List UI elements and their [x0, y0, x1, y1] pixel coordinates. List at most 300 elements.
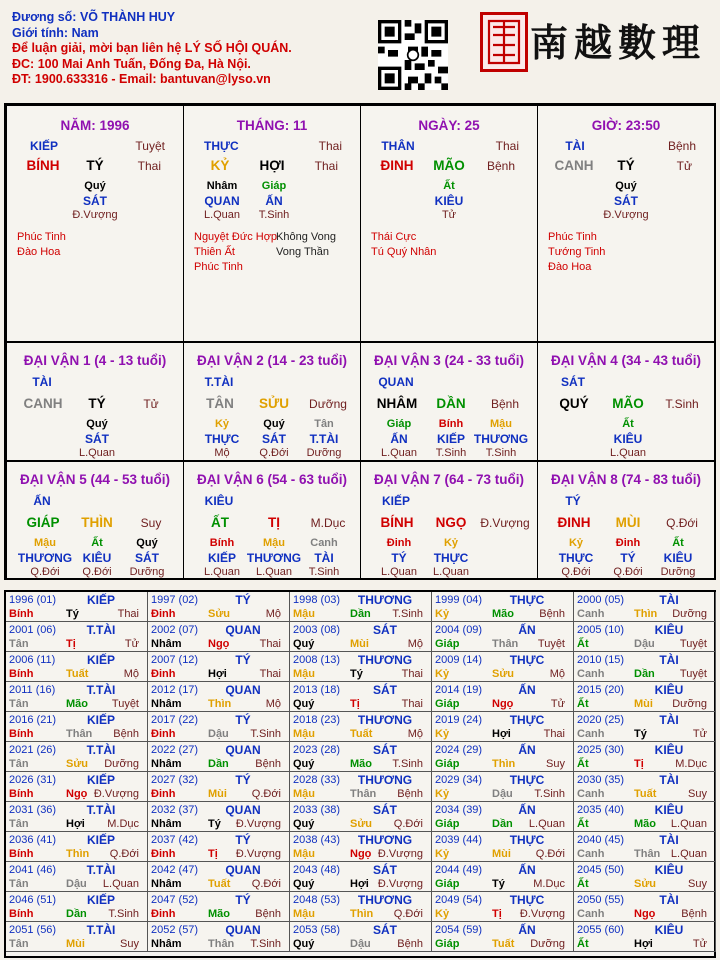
year-god: TÀI: [659, 593, 679, 607]
year-branch: Dậu: [208, 728, 229, 740]
hidden-stem: Canh: [310, 537, 338, 549]
year-branch: Mão: [350, 758, 372, 770]
year-label: 2010 (15): [577, 654, 625, 666]
year-cell: [574, 742, 716, 772]
year-cell: [574, 862, 716, 892]
year-cell: [6, 712, 148, 742]
year-life: T.Sinh: [392, 608, 423, 620]
year-god: SÁT: [373, 803, 397, 817]
year-god: KIẾP: [86, 893, 115, 907]
year-god: KIẾP: [86, 653, 115, 667]
year-god: THƯƠNG: [357, 653, 413, 667]
year-label: 2003 (08): [293, 624, 341, 636]
year-god: THỰC: [509, 653, 545, 667]
year-branch: Mùi: [350, 638, 369, 650]
year-life: Bệnh: [113, 728, 139, 740]
year-god: THƯƠNG: [357, 773, 413, 787]
year-life: Đ.Vượng: [235, 818, 281, 830]
year-stem: Ất: [577, 758, 589, 770]
pillar-1: [6, 105, 184, 342]
hidden-god: KIẾP: [207, 551, 236, 565]
hidden-god: THƯƠNG: [473, 432, 529, 446]
year-branch: Dậu: [66, 878, 87, 890]
year-god: SÁT: [373, 923, 397, 937]
year-branch: Mùi: [208, 788, 227, 800]
star-label: Đào Hoa: [17, 246, 61, 258]
year-god: KIẾP: [86, 713, 115, 727]
year-label: 2014 (19): [435, 684, 483, 696]
year-label: 2040 (45): [577, 834, 625, 846]
year-cell: [290, 832, 432, 862]
hidden-god: KIÊU: [663, 551, 693, 565]
year-life: T.Sinh: [108, 908, 139, 920]
year-god: TÀI: [659, 773, 679, 787]
hidden-life: Q.Đới: [613, 566, 643, 578]
year-branch: Dần: [350, 608, 371, 620]
year-label: 2001 (06): [9, 624, 57, 636]
address-line: ĐC: 100 Mai Anh Tuấn, Đống Đa, Hà Nội.: [12, 56, 251, 71]
year-stem: Bính: [9, 908, 34, 920]
year-god: ẤN: [518, 743, 536, 757]
year-cell: [290, 772, 432, 802]
year-label: 2008 (13): [293, 654, 341, 666]
year-branch: Ngọ: [350, 848, 372, 860]
hidden-god: TÝ: [391, 551, 407, 565]
year-branch: Tý: [492, 878, 505, 890]
hidden-god: KIÊU: [613, 432, 643, 446]
year-cell: [432, 712, 574, 742]
dai-van-life: Bệnh: [490, 397, 520, 411]
pillar-god: THÂN: [381, 139, 415, 153]
year-stem: Bính: [9, 788, 34, 800]
hidden-life: Tử: [441, 209, 457, 221]
year-branch: Tuất: [350, 728, 373, 740]
brand-logo: 南越數理: [530, 20, 707, 65]
hidden-life: L.Quan: [203, 566, 241, 578]
year-branch: Mùi: [492, 848, 511, 860]
hidden-life: Dưỡng: [306, 447, 342, 459]
year-stem: Nhâm: [151, 938, 182, 950]
year-god: T.TÀI: [86, 863, 116, 877]
dai-van-god: KIÊU: [204, 494, 234, 508]
hidden-stem: Đinh: [615, 537, 641, 549]
year-stem: Giáp: [435, 818, 460, 830]
year-life: L.Quan: [528, 818, 565, 830]
star-label: Nguyệt Đức Hợp: [194, 231, 278, 243]
year-god: TÝ: [235, 713, 251, 727]
pillar-life: Bệnh: [667, 139, 696, 153]
year-branch: Mùi: [634, 698, 653, 710]
year-stem: Kỷ: [435, 908, 450, 920]
pillar-branch: TÝ: [86, 158, 104, 173]
pillar-branch: MÃO: [433, 158, 465, 173]
year-life: Tuyệt: [537, 638, 565, 650]
year-label: 2047 (52): [151, 894, 199, 906]
hidden-stem: Giáp: [386, 418, 412, 430]
year-branch: Ngọ: [492, 698, 514, 710]
year-branch: Dần: [208, 758, 229, 770]
pillar-grid: [4, 103, 716, 580]
year-label: 1996 (01): [9, 594, 57, 606]
year-life: Thai: [259, 668, 281, 680]
year-god: ẤN: [518, 683, 536, 697]
year-cell: [432, 832, 574, 862]
year-branch: Tuất: [208, 878, 231, 890]
year-life: Tuyệt: [111, 698, 139, 710]
year-life: L.Quan: [670, 818, 707, 830]
dai-van-branch: TÝ: [88, 396, 106, 411]
hidden-god: SÁT: [262, 432, 286, 446]
year-branch: Mùi: [66, 938, 85, 950]
year-cell: [432, 862, 574, 892]
hidden-life: T.Sinh: [308, 566, 340, 578]
year-cell: [6, 592, 148, 622]
year-cell: [148, 652, 290, 682]
year-label: 2004 (09): [435, 624, 483, 636]
hidden-stem: Quý: [86, 418, 108, 430]
year-stem: Ất: [577, 818, 589, 830]
year-stem: Kỷ: [435, 728, 450, 740]
year-stem: Nhâm: [151, 878, 182, 890]
year-cell: [6, 832, 148, 862]
year-branch: Dần: [66, 908, 87, 920]
year-cell: [432, 592, 574, 622]
hidden-stem: Ất: [443, 180, 455, 192]
dai-van-4: [537, 342, 715, 461]
year-branch: Thân: [66, 728, 93, 740]
year-label: 2034 (39): [435, 804, 483, 816]
year-branch: Ngọ: [208, 638, 230, 650]
year-stem: Mậu: [293, 728, 315, 740]
hidden-life: Mộ: [214, 447, 230, 459]
year-cell: [290, 622, 432, 652]
year-stem: Canh: [577, 608, 605, 620]
pillar-title: NĂM: 1996: [60, 118, 130, 133]
year-life: Mộ: [407, 638, 423, 650]
year-stem: Canh: [577, 908, 605, 920]
year-branch: Mão: [634, 818, 656, 830]
year-cell: [290, 862, 432, 892]
dai-van-title: ĐẠI VẬN 5 (44 - 53 tuổi): [19, 472, 171, 487]
pillar-title: GIỜ: 23:50: [591, 118, 661, 133]
year-branch: Thân: [208, 938, 235, 950]
year-label: 2037 (42): [151, 834, 199, 846]
dai-van-branch: MÃO: [612, 396, 644, 411]
year-life: Đ.Vượng: [93, 788, 139, 800]
year-cell: [6, 862, 148, 892]
year-life: Thai: [401, 698, 423, 710]
year-god: T.TÀI: [86, 923, 116, 937]
hidden-stem: Quý: [615, 180, 637, 192]
year-stem: Nhâm: [151, 758, 182, 770]
year-cell: [6, 922, 148, 952]
hidden-god: THƯƠNG: [17, 551, 73, 565]
dai-van-life: T.Sinh: [665, 397, 699, 411]
year-cell: [290, 652, 432, 682]
year-stem: Đinh: [151, 908, 176, 920]
hidden-life: Q.Đới: [30, 566, 60, 578]
year-god: KIÊU: [654, 683, 684, 697]
year-god: KIÊU: [654, 623, 684, 637]
hidden-stem: Kỷ: [568, 537, 584, 549]
year-branch: Tý: [208, 818, 221, 830]
year-stem: Nhâm: [151, 698, 182, 710]
year-stem: Giáp: [435, 638, 460, 650]
year-label: 2055 (60): [577, 924, 625, 936]
year-branch: Tị: [350, 698, 360, 710]
year-stem: Mậu: [293, 788, 315, 800]
hidden-god: THỰC: [433, 551, 469, 565]
dai-van-stem: ẤT: [211, 515, 229, 530]
pillar-branch: TÝ: [617, 158, 635, 173]
year-branch: Thân: [634, 848, 661, 860]
year-branch: Tị: [492, 908, 502, 920]
year-cell: [290, 682, 432, 712]
dai-van-stem: QUÝ: [559, 396, 589, 411]
year-label: 2042 (47): [151, 864, 199, 876]
year-label: 2044 (49): [435, 864, 483, 876]
pillar-stem: CANH: [554, 158, 594, 173]
hidden-stem: Đinh: [386, 537, 412, 549]
year-life: Bệnh: [397, 788, 423, 800]
year-stem: Giáp: [435, 938, 460, 950]
hidden-god: SÁT: [614, 194, 638, 208]
year-cell: [6, 652, 148, 682]
year-god: THỰC: [509, 713, 545, 727]
year-god: KIÊU: [654, 923, 684, 937]
dai-van-6: [183, 461, 361, 580]
year-life: Q.Đới: [535, 848, 565, 860]
year-branch: Tuất: [492, 938, 515, 950]
gender-value: Nam: [71, 25, 99, 40]
dai-van-title: ĐẠI VẬN 7 (64 - 73 tuổi): [373, 472, 525, 487]
hidden-life: T.Sinh: [485, 447, 517, 459]
year-stem: Canh: [577, 728, 605, 740]
year-life: Q.Đới: [393, 818, 423, 830]
pillar-life2: Bệnh: [486, 159, 515, 173]
year-cell: [432, 772, 574, 802]
star-label: Tú Quý Nhân: [371, 246, 437, 258]
hidden-god: QUAN: [204, 194, 240, 208]
year-branch: Sửu: [208, 608, 231, 620]
year-branch: Thân: [350, 788, 377, 800]
hidden-life: Dưỡng: [660, 566, 696, 578]
year-god: KIẾP: [86, 833, 115, 847]
year-life: Suy: [120, 938, 139, 950]
year-life: Thai: [117, 608, 139, 620]
year-branch: Thìn: [350, 908, 374, 920]
year-stem: Nhâm: [151, 818, 182, 830]
year-god: SÁT: [373, 743, 397, 757]
year-label: 2046 (51): [9, 894, 57, 906]
year-branch: Thân: [492, 638, 519, 650]
year-label: 2015 (20): [577, 684, 625, 696]
year-cell: [290, 712, 432, 742]
hidden-stem: Giáp: [261, 180, 287, 192]
year-cell: [574, 622, 716, 652]
year-stem: Tân: [9, 878, 29, 890]
year-stem: Kỷ: [435, 788, 450, 800]
pillar-2: [183, 105, 361, 342]
hidden-stem: Quý: [263, 418, 285, 430]
year-label: 2023 (28): [293, 744, 341, 756]
dai-van-branch: MÙI: [615, 515, 641, 530]
year-stem: Bính: [9, 848, 34, 860]
pillar-life: Tuyệt: [135, 139, 165, 153]
hidden-stem: Ất: [622, 418, 634, 430]
year-cell: [148, 892, 290, 922]
hidden-life: Q.Đới: [82, 566, 112, 578]
year-stem: Tân: [9, 638, 29, 650]
year-label: 2033 (38): [293, 804, 341, 816]
year-stem: Bính: [9, 668, 34, 680]
year-god: TÝ: [235, 593, 251, 607]
year-label: 1997 (02): [151, 594, 199, 606]
year-branch: Hợi: [492, 728, 511, 740]
year-god: T.TÀI: [86, 803, 116, 817]
year-life: Đ.Vượng: [377, 878, 423, 890]
year-branch: Hợi: [634, 938, 653, 950]
year-cell: [574, 772, 716, 802]
pillar-stem: ĐINH: [380, 158, 414, 173]
year-life: Dưỡng: [530, 938, 565, 950]
dai-van-branch: SỬU: [259, 396, 289, 411]
year-label: 2024 (29): [435, 744, 483, 756]
year-god: KIÊU: [654, 743, 684, 757]
hidden-stem: Mậu: [263, 537, 285, 549]
dai-van-stem: NHÂM: [376, 396, 418, 411]
year-branch: Thìn: [492, 758, 516, 770]
year-god: TÀI: [659, 713, 679, 727]
year-label: 2020 (25): [577, 714, 625, 726]
year-cell: [6, 802, 148, 832]
year-stem: Đinh: [151, 608, 176, 620]
hidden-stem: Nhâm: [206, 180, 238, 192]
year-god: TÝ: [235, 893, 251, 907]
seal-stamp: [480, 12, 528, 72]
dai-van-god: T.TÀI: [204, 375, 234, 389]
hidden-stem: Mậu: [34, 537, 56, 549]
year-life: M.Dục: [107, 818, 139, 830]
dai-van-7: [360, 461, 538, 580]
pillar-life: Thai: [318, 139, 342, 153]
hidden-stem: Kỷ: [214, 418, 230, 430]
year-cell: [432, 622, 574, 652]
year-god: THỰC: [509, 833, 545, 847]
year-stem: Canh: [577, 788, 605, 800]
year-label: 2012 (17): [151, 684, 199, 696]
dai-van-life: Q.Đới: [666, 516, 698, 530]
year-god: KIÊU: [654, 803, 684, 817]
year-stem: Tân: [9, 938, 29, 950]
year-life: Bệnh: [397, 938, 423, 950]
hidden-god: THỰC: [558, 551, 594, 565]
year-god: T.TÀI: [86, 743, 116, 757]
hidden-life: L.Quan: [380, 566, 418, 578]
year-label: 2006 (11): [9, 654, 56, 666]
hidden-god: THƯƠNG: [246, 551, 302, 565]
year-life: Đ.Vượng: [519, 908, 565, 920]
star-label: Vong Thần: [276, 246, 330, 258]
hidden-stem: Ất: [672, 537, 684, 549]
hidden-god: TÝ: [620, 551, 636, 565]
year-label: 2054 (59): [435, 924, 483, 936]
star-label: Thiên Ất: [194, 246, 235, 258]
dai-van-god: KIẾP: [381, 494, 410, 508]
pillar-branch: HỢI: [259, 158, 285, 173]
dai-van-life: Suy: [140, 516, 162, 530]
year-branch: Mão: [208, 908, 230, 920]
year-stem: Đinh: [151, 848, 176, 860]
hidden-life: Đ.Vượng: [603, 209, 649, 221]
year-cell: [148, 862, 290, 892]
year-label: 1999 (04): [435, 594, 483, 606]
dai-van-god: TÀI: [32, 375, 52, 389]
year-life: Mộ: [123, 668, 139, 680]
year-label: 2026 (31): [9, 774, 57, 786]
year-god: TÀI: [659, 833, 679, 847]
star-label: Đào Hoa: [548, 261, 592, 273]
dai-van-2: [183, 342, 361, 461]
year-life: Mộ: [549, 668, 565, 680]
year-label: 2032 (37): [151, 804, 199, 816]
year-cell: [574, 652, 716, 682]
dai-van-life: Dưỡng: [309, 397, 347, 411]
year-cell: [432, 802, 574, 832]
year-god: TÀI: [659, 893, 679, 907]
year-life: Thai: [401, 668, 423, 680]
year-label: 2029 (34): [435, 774, 483, 786]
year-branch: Sửu: [634, 878, 657, 890]
year-stem: Quý: [293, 638, 315, 650]
year-life: L.Quan: [102, 878, 139, 890]
year-cell: [432, 742, 574, 772]
year-cell: [148, 922, 290, 952]
year-branch: Dậu: [492, 788, 513, 800]
year-stem: Bính: [9, 728, 34, 740]
gender-label: Giới tính:: [12, 25, 69, 40]
pillar-god: KIẾP: [29, 139, 58, 153]
year-branch: Tị: [634, 758, 644, 770]
year-label: 2019 (24): [435, 714, 483, 726]
year-branch: Sửu: [350, 818, 373, 830]
year-cell: [6, 892, 148, 922]
year-stem: Mậu: [293, 848, 315, 860]
star-label: Không Vong: [276, 231, 336, 243]
year-branch: Tị: [66, 638, 76, 650]
year-label: 1998 (03): [293, 594, 341, 606]
year-branch: Tuất: [634, 788, 657, 800]
year-label: 2007 (12): [151, 654, 199, 666]
year-label: 2043 (48): [293, 864, 341, 876]
year-label: 2000 (05): [577, 594, 625, 606]
year-label: 2035 (40): [577, 804, 625, 816]
year-stem: Canh: [577, 668, 605, 680]
year-life: Bệnh: [681, 908, 707, 920]
year-label: 2021 (26): [9, 744, 57, 756]
year-branch: Ngọ: [634, 908, 656, 920]
year-life: Suy: [688, 878, 707, 890]
hidden-life: T.Sinh: [258, 209, 290, 221]
pillar-stem: KỶ: [210, 158, 230, 173]
year-branch: Tý: [634, 728, 647, 740]
dai-van-god: ẤN: [33, 494, 51, 508]
hidden-stem: Kỷ: [443, 537, 459, 549]
pillar-life: Thai: [495, 139, 519, 153]
year-stem: Ất: [577, 878, 589, 890]
star-label: Thái Cực: [371, 231, 417, 243]
year-god: THƯƠNG: [357, 713, 413, 727]
